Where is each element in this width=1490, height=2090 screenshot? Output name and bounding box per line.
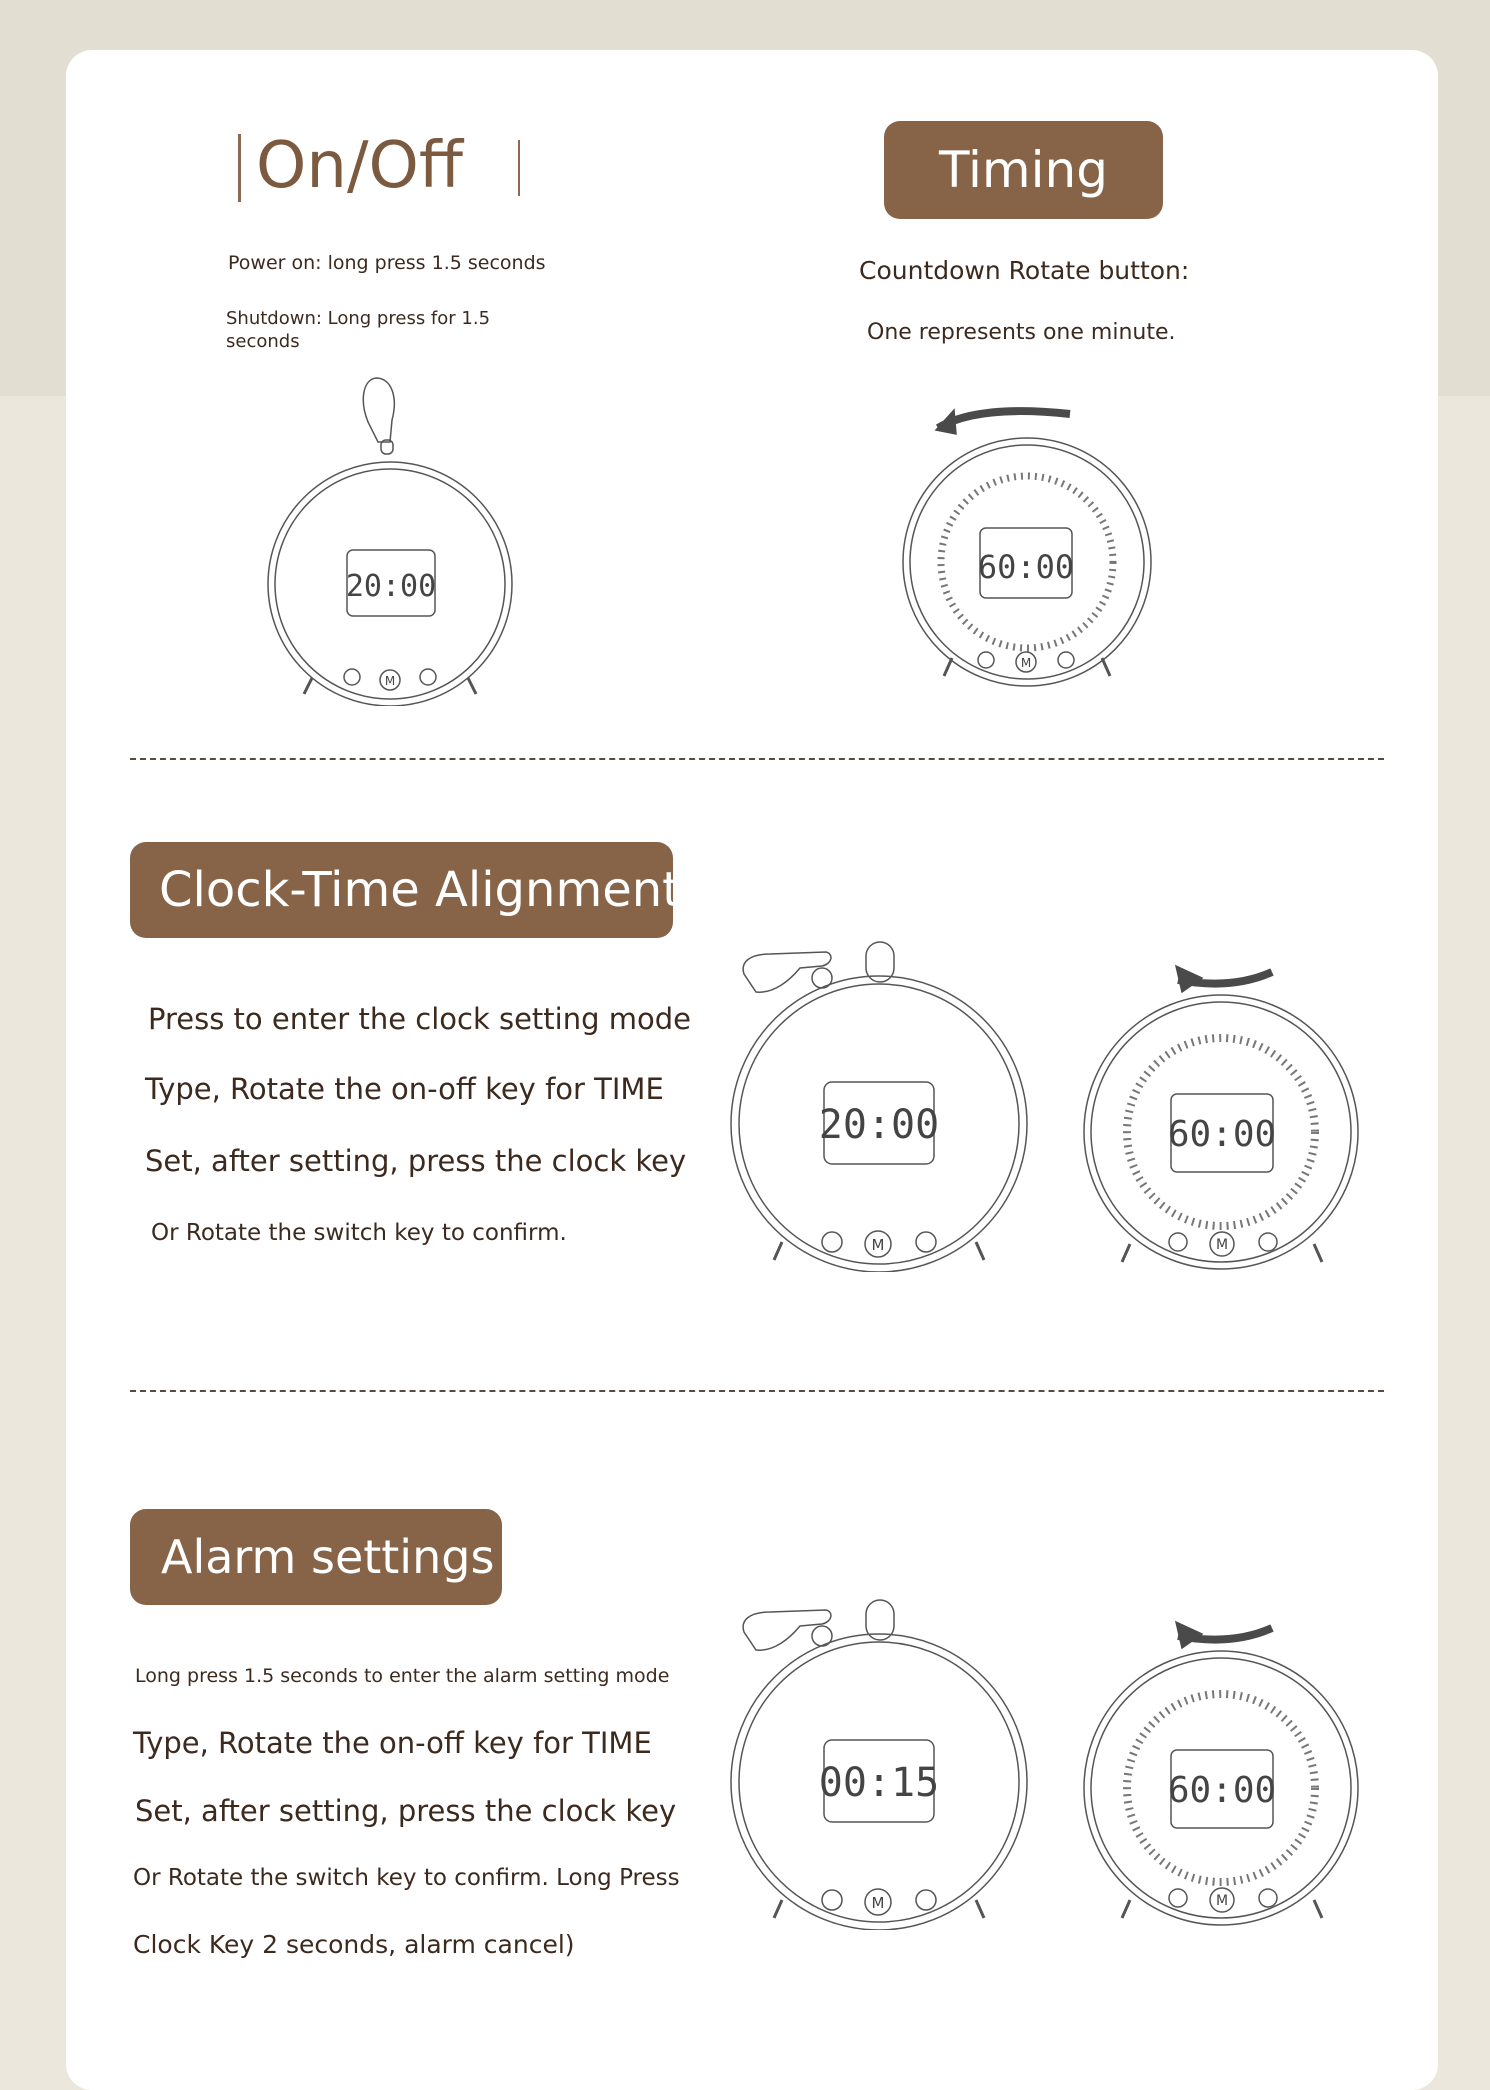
snooze-button-icon xyxy=(1169,1233,1187,1251)
onoff-display: 20:00 xyxy=(345,569,437,604)
snooze-button-icon xyxy=(1169,1889,1187,1907)
clock-text-1: Press to enter the clock setting mode xyxy=(148,1002,691,1036)
clock-text-4: Or Rotate the switch key to confirm. xyxy=(151,1220,567,1246)
mode-button-label: M xyxy=(1020,656,1032,670)
clock-leg-right xyxy=(976,1900,984,1918)
arrow-head xyxy=(1176,966,1202,992)
snooze-button-icon xyxy=(822,1232,842,1252)
alarm-button-icon xyxy=(420,669,436,685)
power-on-text: Power on: long press 1.5 seconds xyxy=(228,252,546,274)
clock-leg-right xyxy=(1314,1900,1322,1918)
clock-leg-left xyxy=(944,658,952,676)
snooze-button-icon xyxy=(344,669,360,685)
alarm-button-icon xyxy=(1259,1889,1277,1907)
clock-display-left: 20:00 xyxy=(818,1102,940,1148)
timing-display: 60:00 xyxy=(977,548,1075,586)
section-divider-2 xyxy=(130,1390,1384,1392)
mode-button-label: M xyxy=(384,674,396,688)
alarm-display-right: 60:00 xyxy=(1167,1770,1277,1811)
clock-figure-clock-right xyxy=(1082,956,1366,1272)
pointing-hand-icon xyxy=(743,1610,831,1650)
alarm-title: Alarm settings xyxy=(130,1509,502,1605)
clock-figure-clock-left xyxy=(730,938,1030,1272)
clock-figure-timing xyxy=(898,400,1156,690)
heading-bar-left xyxy=(238,134,241,202)
arrow-head xyxy=(936,410,956,434)
clock-display-right: 60:00 xyxy=(1167,1114,1277,1155)
mode-button-label: M xyxy=(871,1236,885,1254)
snooze-button-icon xyxy=(978,652,994,668)
section-divider-1 xyxy=(130,758,1384,760)
alarm-button-icon xyxy=(916,1232,936,1252)
clock-figure-alarm-left xyxy=(730,1596,1030,1930)
clock-leg-right xyxy=(1314,1244,1322,1262)
clock-title: Clock-Time Alignment xyxy=(130,842,673,938)
mode-button-label: M xyxy=(871,1894,885,1912)
alarm-button-icon xyxy=(916,1890,936,1910)
clock-text-2: Type, Rotate the on-off key for TIME xyxy=(145,1072,664,1106)
snooze-button-icon xyxy=(822,1890,842,1910)
alarm-text-5: Clock Key 2 seconds, alarm cancel) xyxy=(133,1930,575,1959)
pointing-hand-icon xyxy=(743,952,831,992)
shutdown-text-2: seconds xyxy=(226,331,300,352)
onoff-title: On/Off xyxy=(256,129,463,203)
clock-leg-right xyxy=(468,678,476,694)
shutdown-text-1: Shutdown: Long press for 1.5 xyxy=(226,308,491,329)
clock-figure-onoff xyxy=(260,372,520,706)
alarm-text-2: Type, Rotate the on-off key for TIME xyxy=(133,1726,652,1760)
clock-text-3: Set, after setting, press the clock key xyxy=(145,1144,687,1178)
timing-title: Timing xyxy=(884,121,1163,219)
alarm-text-3: Set, after setting, press the clock key xyxy=(135,1794,677,1828)
clock-leg-left xyxy=(774,1242,782,1260)
pointing-hand-icon xyxy=(363,378,394,442)
rotate-arrow-icon xyxy=(938,411,1070,428)
arrow-head xyxy=(1176,1622,1202,1648)
clock-leg-left xyxy=(774,1900,782,1918)
alarm-button-icon xyxy=(1259,1233,1277,1251)
mode-button-label: M xyxy=(1215,1237,1229,1253)
heading-bar-right xyxy=(518,140,520,196)
clock-leg-left xyxy=(1122,1900,1130,1918)
clock-leg-left xyxy=(1122,1244,1130,1262)
clock-leg-right xyxy=(1102,658,1110,676)
timing-text-1: Countdown Rotate button: xyxy=(859,256,1190,285)
alarm-text-1: Long press 1.5 seconds to enter the alarm setting mode xyxy=(135,1665,670,1687)
clock-figure-alarm-right xyxy=(1082,1612,1366,1928)
alarm-text-4: Or Rotate the switch key to confirm. Long Press xyxy=(133,1865,680,1891)
alarm-display-left: 00:15 xyxy=(818,1760,940,1806)
clock-leg-left xyxy=(304,678,312,694)
timing-text-2: One represents one minute. xyxy=(867,320,1176,345)
alarm-button-icon xyxy=(1058,652,1074,668)
clock-leg-right xyxy=(976,1242,984,1260)
mode-button-label: M xyxy=(1215,1893,1229,1909)
